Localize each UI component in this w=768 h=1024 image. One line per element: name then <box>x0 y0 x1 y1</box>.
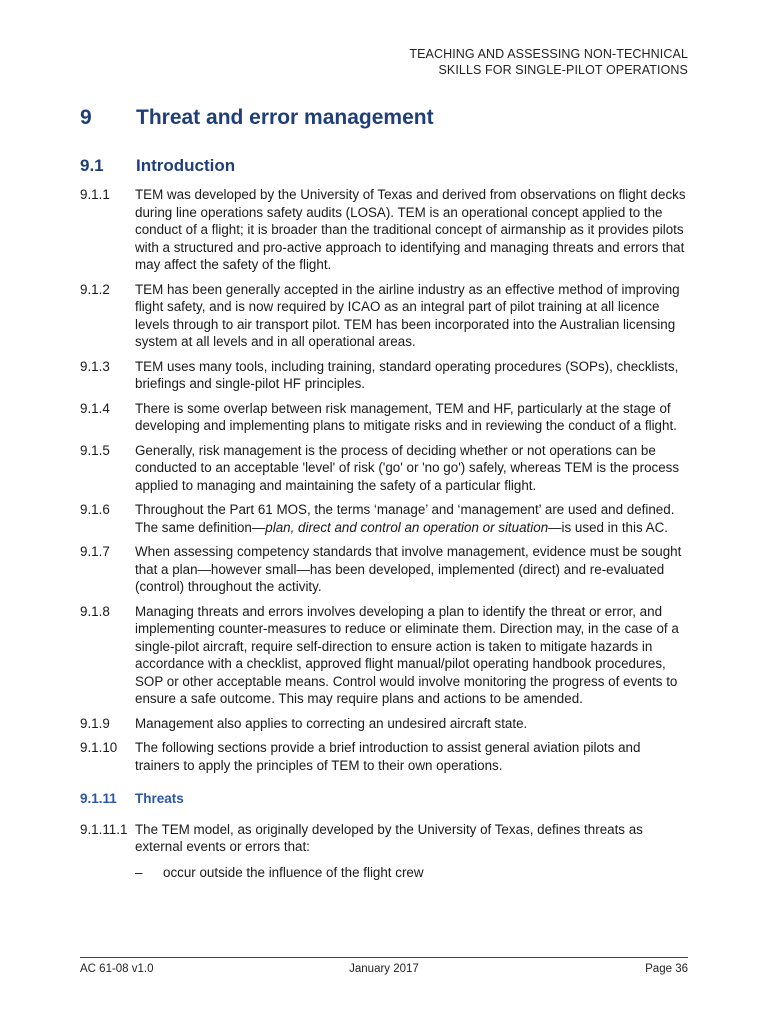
header-line-1: TEACHING AND ASSESSING NON-TECHNICAL <box>409 47 688 61</box>
paragraph-number: 9.1.3 <box>80 358 110 374</box>
paragraph-9-1-5 <box>80 442 688 495</box>
dash-bullet: – <box>135 864 143 880</box>
paragraph-9-1-7 <box>80 543 688 596</box>
document-body <box>80 186 688 881</box>
paragraph-number: 9.1.9 <box>80 715 110 731</box>
subsubsection-title: Threats <box>135 791 184 806</box>
paragraph-9-1-8 <box>80 603 688 708</box>
paragraph-number: 9.1.2 <box>80 281 110 297</box>
paragraph-number: 9.1.7 <box>80 544 110 559</box>
paragraph-text <box>135 501 688 536</box>
paragraph-text-part: Throughout the Part 61 MOS, the terms ‘manage’ and ‘management’ are used and defined. The same definition— <box>135 502 675 535</box>
definition-italic: plan, direct and control an operation or situation <box>265 519 549 535</box>
section-number: 9 <box>80 106 92 129</box>
paragraph-9-1-3 <box>80 358 688 393</box>
paragraph-number: 9.1.8 <box>80 603 110 619</box>
paragraph-text: Management also applies to correcting an undesired aircraft state. <box>135 715 528 731</box>
paragraph-9-1-6 <box>80 501 688 536</box>
paragraph-text: Managing threats and errors involves developing a plan to identify the threat or error, and implementing counter-measures to reduce or eliminate them. Direction may, in the case of a single-pilot aircraft, require self-direction to ensure action is taken to mitigate hazards in accordance with a checklist, approved flight manual/pilot operating handbook procedures, SOP or other acceptable means. Control would involve monitoring the progress of events to ensure a safe outcome. This may require plans and actions to be amended. <box>135 603 679 706</box>
subsection-number: 9.1 <box>80 156 104 175</box>
paragraph-text: TEM has been generally accepted in the airline industry as an effective method of improving flight safety, and is now required by ICAO as an integral part of pilot training at all licence levels through to air transport pilot. TEM has been incorporated into the Australian licensing system at all levels and in all operational areas. <box>135 281 680 349</box>
paragraph-text: There is some overlap between risk management, TEM and HF, particularly at the stage of developing and implementing plans to mitigate risks and in reviewing the conduct of a flight. <box>135 400 677 433</box>
list-item <box>135 864 688 882</box>
document-id: AC 61-08 v1.0 <box>80 963 154 975</box>
subsection-heading <box>80 156 235 176</box>
section-heading <box>80 106 434 130</box>
section-title: Threat and error management <box>136 106 434 129</box>
paragraph-number: 9.1.4 <box>80 400 110 416</box>
page-header <box>409 46 688 78</box>
subsubsection-number: 9.1.11 <box>80 791 117 806</box>
paragraph-text: TEM was developed by the University of Texas and derived from observations on flight decks during line operations safety audits (LOSA). TEM is an operational concept applied to the conduct of a flight; it is broader than the traditional concept of airmanship as it provides pilots with a structured and pro-active approach to identifying and managing threats and errors that may affect the safety of the flight. <box>135 187 686 272</box>
paragraph-9-1-1 <box>80 186 688 274</box>
paragraph-text: Generally, risk management is the process of deciding whether or not operations can be conducted to an acceptable 'level' of risk ('go' or 'no go') safely, whereas TEM is the process applied to managing and maintaining the safety of a particular flight. <box>135 442 680 493</box>
paragraph-number: 9.1.6 <box>80 502 110 517</box>
paragraph-text: TEM uses many tools, including training, standard operating procedures (SOPs), checklists, briefings and single-pilot HF principles. <box>135 358 679 391</box>
paragraph-text: The following sections provide a brief introduction to assist general aviation pilots and trainers to apply the principles of TEM to their own operations. <box>135 740 641 773</box>
paragraph-text: When assessing competency standards that involve management, evidence must be sought that a plan—however small—has been developed, implemented (direct) and re-evaluated (control) throughout the activity. <box>135 544 682 594</box>
footer-divider <box>80 957 688 958</box>
threats-heading <box>80 790 688 808</box>
list-item-text: occur outside the influence of the flight crew <box>163 864 424 880</box>
paragraph-number: 9.1.10 <box>80 740 118 755</box>
paragraph-text-part: —is used in this AC. <box>548 519 668 535</box>
paragraph-number: 9.1.11.1 <box>80 821 128 837</box>
document-date: January 2017 <box>349 963 419 975</box>
page-number: Page 36 <box>645 963 688 975</box>
paragraph-9-1-9 <box>80 715 688 733</box>
paragraph-9-1-10 <box>80 739 688 774</box>
paragraph-text: The TEM model, as originally developed by the University of Texas, defines threats as external events or errors that: <box>135 821 643 854</box>
paragraph-number: 9.1.1 <box>80 187 110 202</box>
subsection-title: Introduction <box>136 156 236 175</box>
paragraph-9-1-4 <box>80 400 688 435</box>
paragraph-9-1-11-1 <box>80 821 688 856</box>
paragraph-number: 9.1.5 <box>80 442 110 458</box>
paragraph-9-1-2 <box>80 281 688 351</box>
header-line-2: SKILLS FOR SINGLE-PILOT OPERATIONS <box>438 63 688 77</box>
